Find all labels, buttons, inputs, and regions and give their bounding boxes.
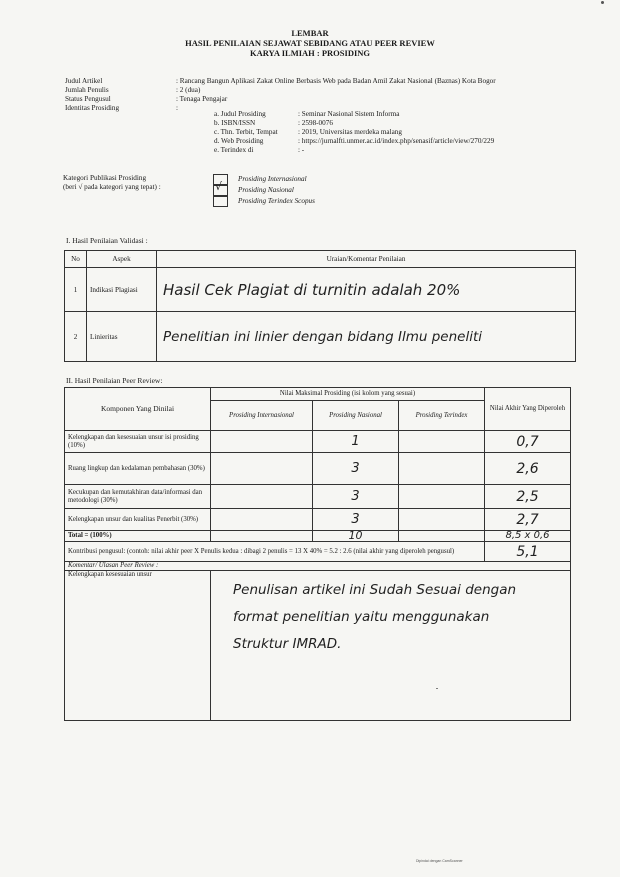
validasi-row1-komentar: Hasil Cek Plagiat di turnitin adalah 20%	[157, 268, 576, 312]
peer-komentar-label: Komentar/ Ulasan Peer Review :	[65, 562, 571, 571]
judul-value: : Rancang Bangun Aplikasi Zakat Online Berbasis Web pada Badan Amil Zakat Nasional (Baznas) Kota Bogor	[176, 77, 496, 85]
identitas-label: Identitas Prosiding	[65, 104, 120, 112]
validasi-row2-aspek: Linieritas	[87, 312, 157, 362]
peer-total-label: Total = (100%)	[65, 531, 211, 542]
identitas-c-label: c. Thn. Terbit, Tempat	[214, 128, 278, 136]
peer-row4-nasional: 3	[313, 509, 399, 531]
table-row	[65, 312, 576, 362]
identitas-d-label: d. Web Prosiding	[214, 137, 264, 145]
peer-header-komponen: Komponen Yang Dinilai	[65, 388, 211, 431]
peer-row4-komponen: Kelengkapan unsur dan kualitas Penerbit (30%)	[65, 509, 211, 531]
doc-title-line3: KARYA ILMIAH : PROSIDING	[249, 48, 371, 58]
scan-speck	[601, 1, 604, 4]
peer-row1-akhir: 0,7	[485, 431, 571, 453]
peer-header-terindex: Prosiding Terindex	[399, 401, 485, 431]
checkbox-scopus[interactable]	[213, 196, 228, 207]
validasi-table	[64, 250, 576, 362]
peer-row3-akhir: 2,5	[485, 485, 571, 509]
peer-row4-internasional	[211, 509, 313, 531]
peer-row2-akhir: 2,6	[485, 453, 571, 485]
judul-label: Judul Artikel	[65, 77, 103, 85]
peer-table	[64, 387, 571, 721]
status-label: Status Pengusul	[65, 95, 111, 103]
identitas-a-label: a. Judul Prosiding	[214, 110, 266, 118]
table-row	[65, 268, 576, 312]
table-row	[65, 509, 571, 531]
peer-kontribusi-akhir: 5,1	[485, 542, 571, 562]
peer-row3-terindex	[399, 485, 485, 509]
penulis-label: Jumlah Penulis	[65, 86, 109, 94]
peer-header-internasional: Prosiding Internasional	[211, 401, 313, 431]
peer-kontribusi: Kontribusi pengusul: (contoh: nilai akhir peer X Penulis kedua : dibagi 2 penulis = 13 X 40% = 5.2 : 2.6 (nilai akhir yang diperoleh pengusul)	[65, 542, 485, 562]
peer-row2-terindex	[399, 453, 485, 485]
validasi-row1-aspek: Indikasi Plagiasi	[87, 268, 157, 312]
kategori-option-nasional: √ Prosiding Nasional	[215, 180, 294, 195]
validasi-row2-no: 2	[65, 312, 87, 362]
validasi-header-no: No	[65, 251, 87, 268]
penulis-value: : 2 (dua)	[176, 86, 201, 94]
peer-komentar-text: Penulisan artikel ini Sudah Sesuai dengan format penelitian yaitu menggunakan Struktur IMRAD.	[211, 571, 571, 721]
table-row	[65, 571, 571, 721]
identitas-b-label: b. ISBN/ISSN	[214, 119, 256, 127]
peer-row2-komponen: Ruang lingkup dan kedalaman pembahasan (30%)	[65, 453, 211, 485]
peer-row3-komponen: Kecukupan dan kemutakhiran data/informasi dan metodologi (30%)	[65, 485, 211, 509]
identitas-c-value: : 2019, Universitas merdeka malang	[298, 128, 402, 136]
validasi-row2-komentar: Penelitian ini linier dengan bidang Ilmu peneliti	[157, 312, 576, 362]
identitas-e-value: : -	[298, 146, 305, 154]
identitas-b-value: : 2598-0076	[298, 119, 333, 127]
table-row	[65, 485, 571, 509]
validasi-row1-no: 1	[65, 268, 87, 312]
kategori-option-internasional: Prosiding Internasional	[213, 174, 307, 185]
table-row	[65, 542, 571, 562]
kategori-instruction: (beri √ pada kategori yang tepat) :	[63, 183, 161, 191]
doc-title-line1: LEMBAR	[291, 28, 329, 38]
peer-row2-internasional	[211, 453, 313, 485]
identitas-e-label: e. Terindex di	[214, 146, 254, 154]
scan-speck	[436, 688, 438, 689]
section-peer-heading: II. Hasil Penilaian Peer Review:	[66, 376, 163, 385]
peer-row2-nasional: 3	[313, 453, 399, 485]
table-row	[65, 531, 571, 542]
checkbox-nasional[interactable]	[213, 180, 228, 196]
peer-row1-komponen: Kelengkapan dan kesesuaian unsur isi prosiding (10%)	[65, 431, 211, 453]
table-row	[65, 453, 571, 485]
peer-row1-terindex	[399, 431, 485, 453]
identitas-colon: :	[176, 104, 178, 112]
table-row	[65, 431, 571, 453]
status-value: : Tenaga Pengajar	[176, 95, 228, 103]
peer-total-internasional	[211, 531, 313, 542]
peer-total-terindex	[399, 531, 485, 542]
peer-row3-internasional	[211, 485, 313, 509]
peer-header-nasional: Prosiding Nasional	[313, 401, 399, 431]
kategori-option-scopus: Prosiding Terindex Scopus	[213, 196, 315, 207]
peer-row4-terindex	[399, 509, 485, 531]
validasi-header-aspek: Aspek	[87, 251, 157, 268]
peer-total-nasional: 10	[313, 531, 399, 542]
peer-header-akhir: Nilai Akhir Yang Diperoleh	[485, 388, 571, 431]
checkmark-icon: √	[215, 180, 223, 193]
validasi-header-uraian: Uraian/Komentar Penilaian	[157, 251, 576, 268]
peer-row4-akhir: 2,7	[485, 509, 571, 531]
peer-komentar-item: Kelengkapan kesesuaian unsur	[65, 571, 211, 721]
peer-total-akhir: 8,5 x 0,6	[485, 531, 571, 542]
peer-row1-internasional	[211, 431, 313, 453]
identitas-d-value: : https://jurnalfti.unmer.ac.id/index.php/senasif/article/view/270/229	[298, 137, 495, 145]
scanner-footer: Dipindai dengan CamScanner	[416, 859, 463, 863]
peer-row1-nasional: 1	[313, 431, 399, 453]
section-validasi-heading: I. Hasil Penilaian Validasi :	[66, 236, 148, 245]
identitas-a-value: : Seminar Nasional Sistem Informa	[298, 110, 400, 118]
peer-row3-nasional: 3	[313, 485, 399, 509]
peer-header-nilai-max: Nilai Maksimal Prosiding (isi kolom yang sesuai)	[211, 388, 485, 401]
doc-title-line2: HASIL PENILAIAN SEJAWAT SEBIDANG ATAU PEER REVIEW	[185, 38, 435, 48]
kategori-label: Kategori Publikasi Prosiding	[63, 174, 147, 182]
